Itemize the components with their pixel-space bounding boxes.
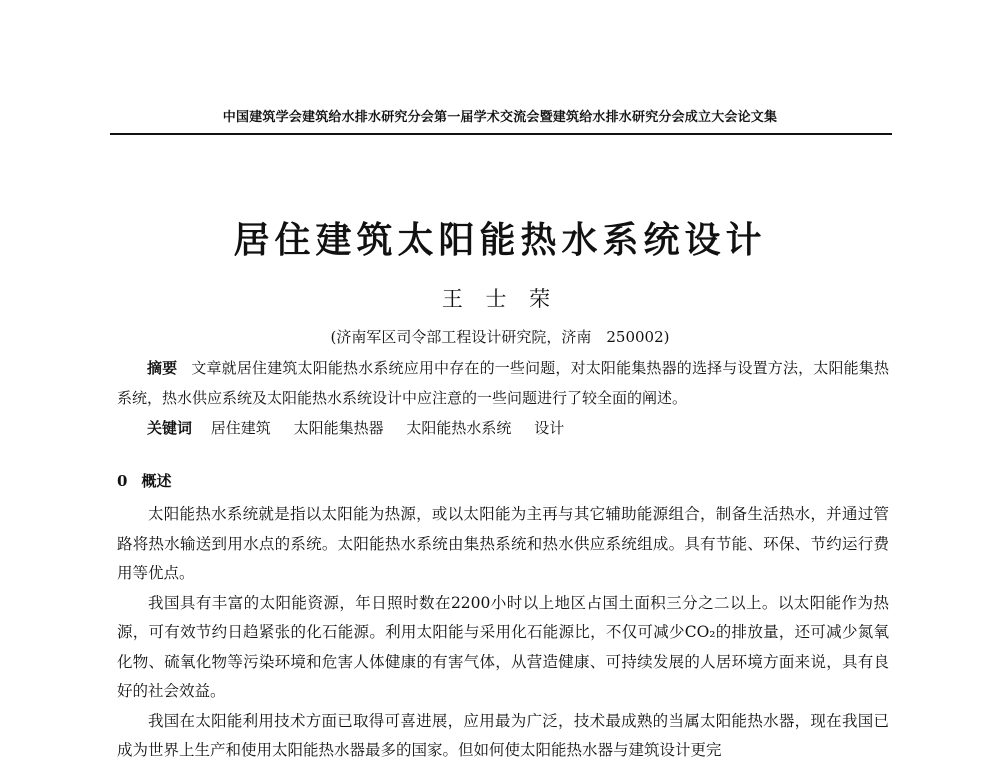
paragraph: 我国具有丰富的太阳能资源，年日照时数在2200小时以上地区占国土面积三分之二以上。以太阳能作为热源，可有效节约日趋紧张的化石能源。利用太阳能与采用化石能源比，不仅可减少CO₂的排放量，还可减少氮氧化物、硫氧化物等污染环境和危害人体健康的有害气体，从营造健康、可持续发展的人居环境方面来说，具有良好的社会效益。 <box>117 593 889 700</box>
keyword-item: 设计 <box>534 419 565 437</box>
keyword-item: 居住建筑 <box>210 419 271 437</box>
keyword-item: 太阳能集热器 <box>293 419 384 437</box>
abstract <box>117 353 889 413</box>
keywords <box>147 413 887 443</box>
abstract-text: 文章就居住建筑太阳能热水系统应用中存在的一些问题，对太阳能集热器的选择与设置方法，太阳能集热系统，热水供应系统及太阳能热水系统设计中应注意的一些问题进行了较全面的阐述。 <box>117 359 889 407</box>
body-text <box>117 500 889 766</box>
paper-title: 居住建筑太阳能热水系统设计 <box>233 219 767 261</box>
author-affiliation: (济南军区司令部工程设计研究院，济南 250002) <box>330 328 670 346</box>
running-header: 中国建筑学会建筑给水排水研究分会第一届学术交流会暨建筑给水排水研究分会成立大会论文集 <box>222 110 778 125</box>
section-title: 概述 <box>141 472 172 490</box>
header-rule <box>110 133 892 135</box>
section-number: 0 <box>117 472 128 490</box>
author-name: 王 士 荣 <box>441 287 559 311</box>
paragraph: 我国在太阳能利用技术方面已取得可喜进展，应用最为广泛，技术最成熟的当属太阳能热水器，现在我国已成为世界上生产和使用太阳能热水器最多的国家。但如何使太阳能热水器与建筑设计更完 <box>117 711 889 759</box>
keyword-item: 太阳能热水系统 <box>406 419 512 437</box>
paragraph: 太阳能热水系统就是指以太阳能为热源，或以太阳能为主再与其它辅助能源组合，制备生活热水，并通过管路将热水输送到用水点的系统。太阳能热水系统由集热系统和热水供应系统组成。具有节能、环保、节约运行费用等优点。 <box>117 505 889 582</box>
section-heading <box>117 470 171 491</box>
keywords-label: 关键词 <box>147 419 193 437</box>
abstract-label: 摘要 <box>147 359 178 377</box>
